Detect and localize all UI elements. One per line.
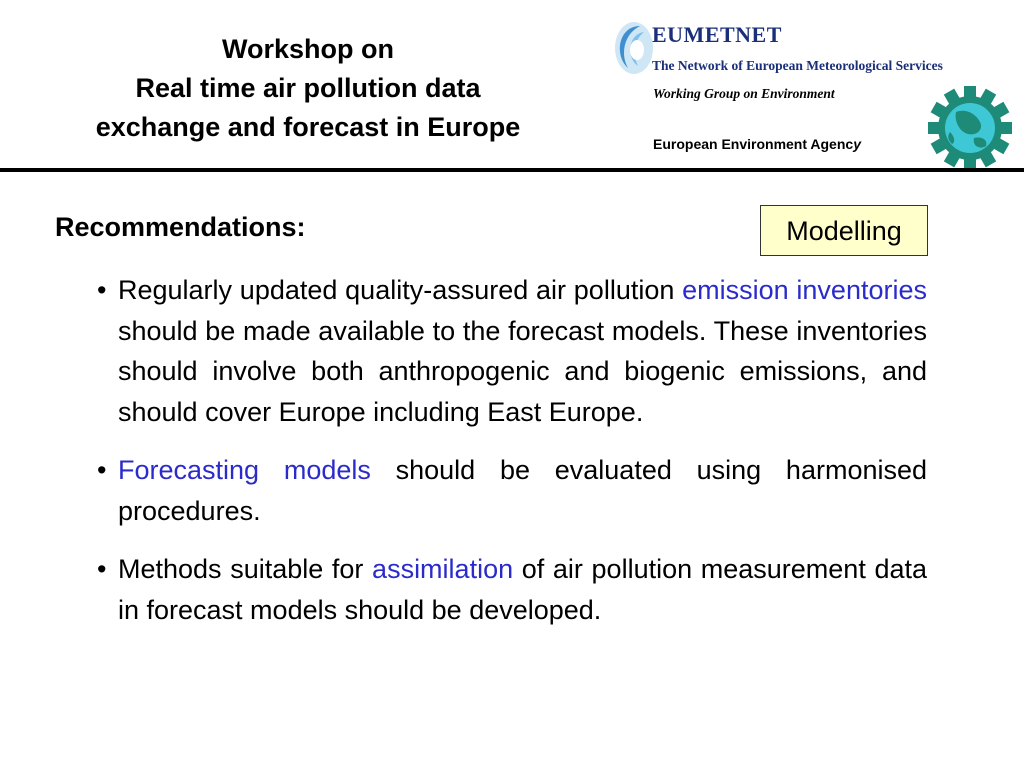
bullet: • bbox=[97, 455, 107, 485]
title-line-1: Workshop on bbox=[222, 34, 394, 64]
title-line-3: exchange and forecast in Europe bbox=[95, 112, 521, 142]
list-item-text bbox=[118, 450, 927, 531]
working-group-label: Working Group on Environment bbox=[653, 86, 835, 101]
eumetnet-swirl-icon bbox=[610, 18, 656, 78]
list-item-text bbox=[118, 270, 927, 432]
eumetnet-logo-block bbox=[606, 16, 943, 166]
eea-label bbox=[653, 136, 861, 152]
item-text-pre: Regularly updated quality-assured air pollution bbox=[118, 275, 683, 305]
list-item-text bbox=[118, 549, 927, 630]
item-highlight: Forecasting models bbox=[118, 455, 371, 485]
item-text-post: of air pollution measurement data in forecast models should be developed. bbox=[118, 554, 928, 625]
item-highlight: emission inventories bbox=[682, 275, 927, 305]
bullet: • bbox=[97, 275, 107, 305]
item-highlight: assimilation bbox=[372, 554, 514, 584]
list-item bbox=[97, 549, 927, 630]
eumetnet-tagline: The Network of European Meteorological Services bbox=[652, 58, 943, 73]
item-text-post: should be evaluated using harmonised procedures. bbox=[118, 455, 928, 526]
topic-badge: Modelling bbox=[760, 205, 928, 256]
list-item bbox=[97, 450, 927, 531]
header-divider bbox=[0, 168, 1024, 172]
section-heading: Recommendations: bbox=[55, 212, 306, 242]
page-title bbox=[30, 30, 586, 147]
recommendations-list bbox=[97, 270, 927, 648]
item-text-pre: Methods suitable for bbox=[118, 554, 373, 584]
list-item bbox=[97, 270, 927, 432]
title-line-2: Real time air pollution data bbox=[135, 73, 481, 103]
eea-gear-globe-icon bbox=[922, 86, 1018, 170]
item-text-post: should be made available to the forecast models. These inventories should involve both anthropogenic and biogenic emissions, and should cover Europe including East Europe. bbox=[118, 315, 927, 427]
bullet: • bbox=[97, 554, 107, 584]
eea-label-last: y bbox=[853, 136, 861, 152]
eumetnet-name: EUMETNET bbox=[652, 22, 782, 47]
eea-label-main: European Environment Agenc bbox=[653, 136, 854, 152]
